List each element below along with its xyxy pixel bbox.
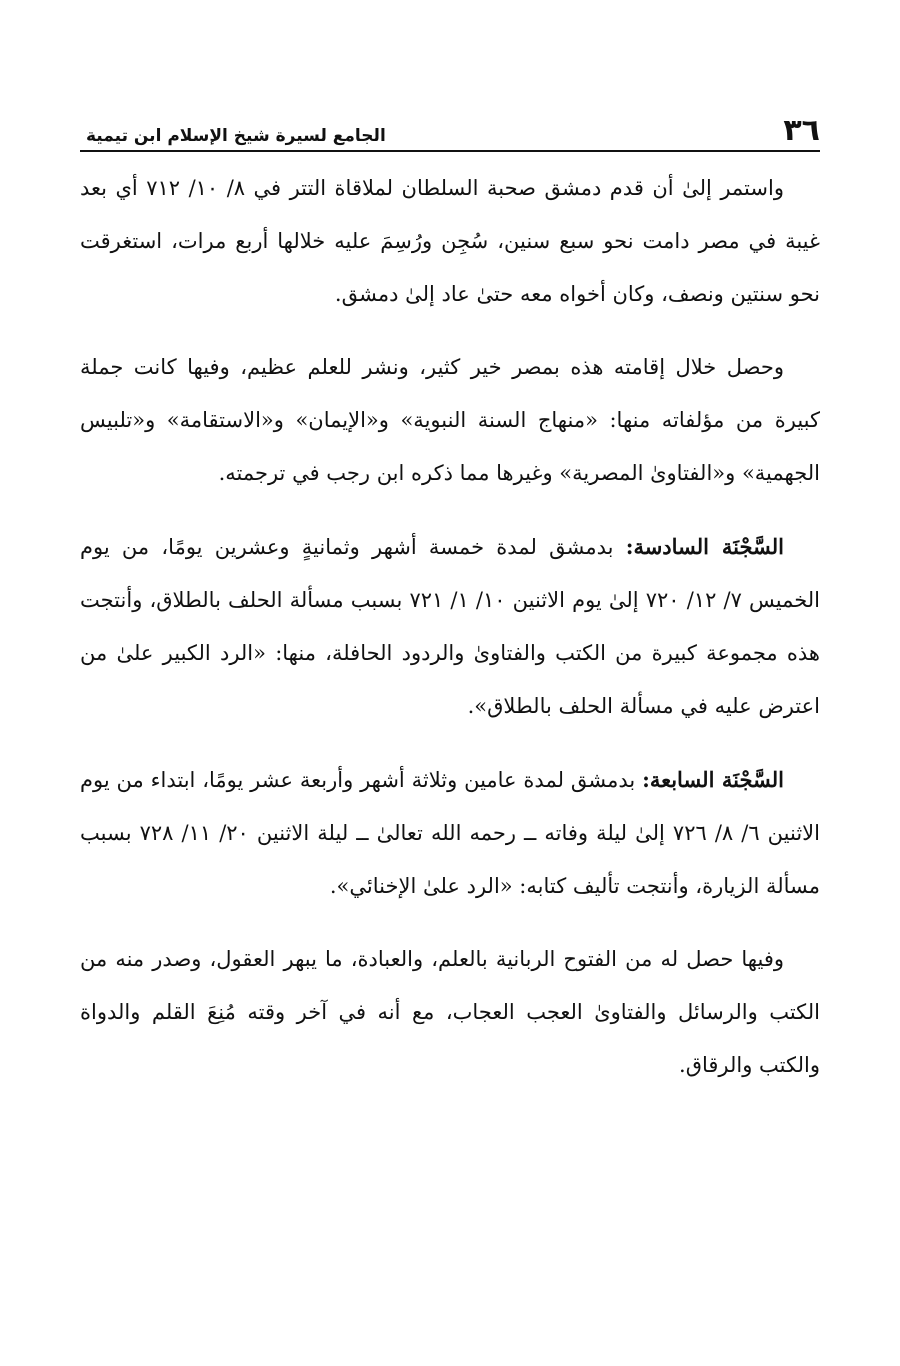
book-page [80,108,820,1112]
page-header [80,108,820,152]
paragraph-text: بدمشق لمدة عامين وثلاثة أشهر وأربعة عشر يومًا، ابتداء من يوم الاثنين ٦/ ٨/ ٧٢٦ إلىٰ ليلة وفاته ــ رحمه الله تعالىٰ ــ ليلة الاثنين ٢٠/ ١١/ ٧٢٨ بسبب مسألة الزيارة، وأنتجت تأليف كتابه: «الرد علىٰ الإخنائي». [80,768,820,898]
body-text [80,162,820,1092]
section-lead: السَّجْنَة السابعة: [642,767,785,792]
paragraph-final-openings [80,933,820,1092]
paragraph-text: وفيها حصل له من الفتوح الربانية بالعلم، والعبادة، ما يبهر العقول، وصدر منه من الكتب والرسائل والفتاوىٰ العجب العجاب، مع أنه في آخر وقته مُنِعَ القلم والدواة والكتب والرقاق. [80,947,820,1077]
paragraph-works-in-egypt [80,341,820,500]
paragraph-seventh-imprisonment [80,753,820,913]
running-title: الجامع لسيرة شيخ الإسلام ابن تيمية [86,126,386,146]
paragraph-text: وحصل خلال إقامته هذه بمصر خير كثير، ونشر للعلم عظيم، وفيها كانت جملة كبيرة من مؤلفاته منها: «منهاج السنة النبوية» و«الإيمان» و«الاستقامة» و«تلبيس الجهمية» و«الفتاوىٰ المصرية» وغيرها مما ذكره ابن رجب في ترجمته. [80,355,820,485]
paragraph-return-to-damascus [80,162,820,321]
paragraph-text: واستمر إلىٰ أن قدم دمشق صحبة السلطان لملاقاة التتر في ٨/ ١٠/ ٧١٢ أي بعد غيبة في مصر دامت نحو سبع سنين، سُجِن ورُسِمَ عليه خلالها أربع مرات، استغرقت نحو سنتين ونصف، وكان أخواه معه حتىٰ عاد إلىٰ دمشق. [80,176,820,306]
page-number: ٣٦ [783,113,820,148]
paragraph-sixth-imprisonment [80,520,820,733]
section-lead: السَّجْنَة السادسة: [625,534,784,559]
paragraph-text: بدمشق لمدة خمسة أشهر وثمانيةٍ وعشرين يومًا، من يوم الخميس ٧/ ١٢/ ٧٢٠ إلىٰ يوم الاثنين ١٠/ ١/ ٧٢١ بسبب مسألة الحلف بالطلاق، وأنتجت هذه مجموعة كبيرة من الكتب والفتاوىٰ والردود الحافلة، منها: «الرد الكبير علىٰ من اعترض عليه في مسألة الحلف بالطلاق». [80,535,820,718]
